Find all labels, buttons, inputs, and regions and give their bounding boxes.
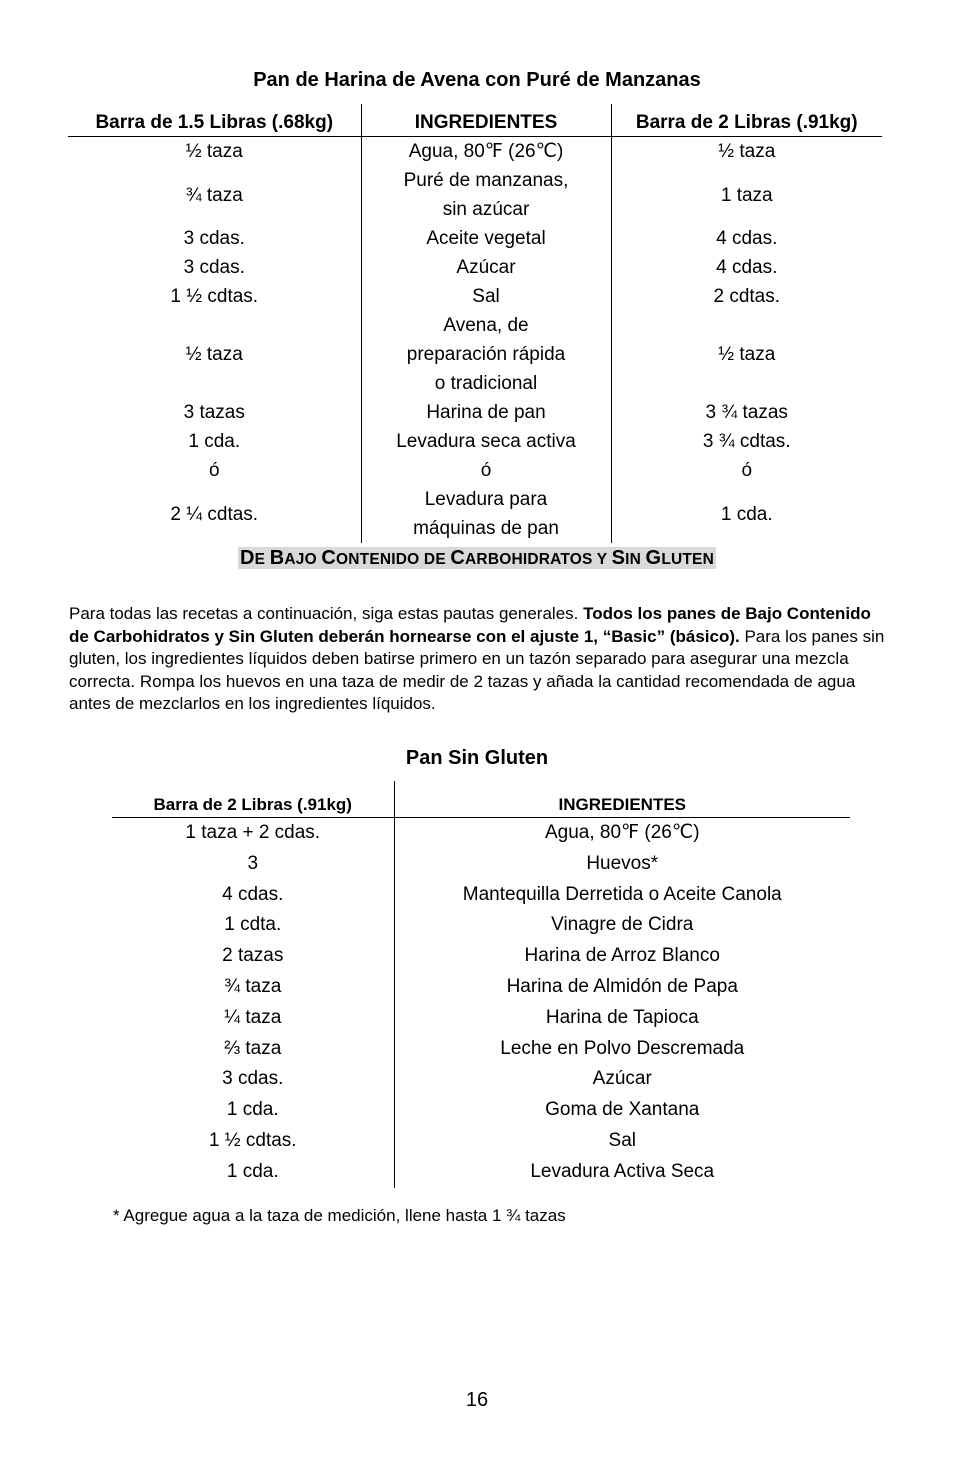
table-row	[68, 137, 882, 167]
intro-paragraph	[69, 603, 889, 716]
amount-1-5-lb: ½ taza	[185, 344, 243, 365]
section-heading-low-carb-gluten-free	[238, 547, 716, 569]
table-row	[112, 849, 850, 880]
table-row	[68, 398, 882, 427]
column-header-2-lb: Barra de 2 Libras (.91kg)	[611, 104, 882, 137]
amount-2-lb: 1 taza	[611, 166, 882, 224]
heading-capital: C	[450, 547, 466, 569]
amount-2-lb: 1 taza + 2 cdas.	[185, 822, 321, 843]
ingredient-name: Agua, 80℉ (26℃)	[361, 137, 611, 167]
ingredient-name: Harina de Tapioca	[394, 1003, 850, 1034]
page-number: 16	[465, 1389, 489, 1411]
ingredient-name: Harina de Arroz Blanco	[394, 941, 850, 972]
amount-1-5-lb: 2 ¼ cdtas.	[170, 503, 259, 525]
ingredient-name: Sal	[394, 1126, 850, 1157]
table-row	[68, 311, 882, 398]
table-row	[112, 818, 850, 849]
heading-capital: B	[269, 547, 285, 569]
table-row	[112, 910, 850, 941]
ingredient-name: Azúcar	[361, 253, 611, 282]
amount-1-5-lb: 3 tazas	[183, 402, 245, 423]
ingredient-name: Harina de Almidón de Papa	[394, 972, 850, 1003]
section-heading-wrapper	[0, 547, 954, 570]
ingredient-name: Levadura seca activa	[361, 427, 611, 456]
amount-1-5-lb: ¾ taza	[185, 184, 243, 206]
ingredient-name: Leche en Polvo Descremada	[394, 1034, 850, 1065]
column-header-ingredients: INGREDIENTES	[361, 104, 611, 137]
table-row	[112, 1064, 850, 1095]
ingredient-name: Sal	[361, 282, 611, 311]
ingredients-table-gluten-free	[112, 781, 850, 1188]
ingredient-name: Harina de pan	[361, 398, 611, 427]
amount-2-lb: ó	[611, 456, 882, 485]
table-row	[68, 485, 882, 543]
ingredient-name: Goma de Xantana	[394, 1095, 850, 1126]
heading-smallcaps: LUTEN	[661, 551, 714, 568]
table-body	[112, 818, 850, 1188]
heading-capital: D	[240, 547, 255, 569]
heading-capital: C	[321, 547, 337, 569]
amount-2-lb: 1 cdta.	[224, 914, 282, 936]
footnote: * Agregue agua a la taza de medición, llene hasta 1 ¾ tazas	[113, 1206, 566, 1225]
amount-2-lb: ¼ taza	[224, 1006, 282, 1028]
amount-2-lb: 1 ½ cdtas.	[208, 1129, 297, 1151]
ingredient-name: Levadura Activa Seca	[394, 1157, 850, 1188]
column-header-ingredients: INGREDIENTES	[394, 781, 850, 818]
table-row	[112, 1126, 850, 1157]
table-row	[112, 880, 850, 911]
amount-1-5-lb: ½ taza	[185, 141, 243, 162]
table-row	[112, 1095, 850, 1126]
ingredient-name: Vinagre de Cidra	[394, 910, 850, 941]
heading-smallcaps: AJO	[284, 551, 322, 568]
table-row	[112, 941, 850, 972]
table-row	[68, 224, 882, 253]
ingredient-name: ó	[361, 456, 611, 485]
heading-capital: G	[645, 547, 662, 569]
amount-1-5-lb: ó	[208, 460, 220, 481]
heading-capital: S	[611, 547, 626, 569]
table-row	[112, 1034, 850, 1065]
ingredient-name: Mantequilla Derretida o Aceite Canola	[394, 880, 850, 911]
intro-text-part-1: Para todas las recetas a continuación, siga estas pautas generales.	[69, 604, 584, 623]
column-header-2-lb: Barra de 2 Libras (.91kg)	[112, 781, 394, 818]
amount-2-lb: 1 cda.	[226, 1099, 279, 1121]
ingredient-name: Huevos*	[394, 849, 850, 880]
amount-2-lb: 2 tazas	[222, 945, 284, 967]
amount-2-lb: 4 cdas.	[222, 883, 284, 905]
table-row	[68, 427, 882, 456]
amount-2-lb: 1 cda.	[226, 1160, 279, 1182]
table-row	[68, 166, 882, 224]
ingredient-name: Agua, 80℉ (26℃)	[394, 818, 850, 849]
column-header-1-5-lb: Barra de 1.5 Libras (.68kg)	[68, 104, 361, 137]
amount-1-5-lb: 1 ½ cdtas.	[170, 286, 259, 307]
table-row	[68, 456, 882, 485]
ingredient-name: Puré de manzanas, sin azúcar	[361, 166, 611, 224]
table-body	[68, 137, 882, 544]
table-row	[112, 1003, 850, 1034]
amount-2-lb: ½ taza	[611, 137, 882, 167]
table-row	[112, 972, 850, 1003]
amount-1-5-lb: 3 cdas.	[183, 228, 245, 249]
amount-2-lb: ½ taza	[611, 311, 882, 398]
amount-2-lb: 3	[247, 852, 259, 874]
heading-smallcaps: IN	[625, 551, 646, 568]
recipe-title-gluten-free: Pan Sin Gluten	[405, 747, 549, 769]
amount-2-lb: ⅔ taza	[224, 1037, 282, 1059]
amount-2-lb: 4 cdas.	[611, 224, 882, 253]
table-row	[68, 282, 882, 311]
ingredient-name: Levadura para máquinas de pan	[361, 485, 611, 543]
table-row	[112, 1157, 850, 1188]
ingredient-name: Avena, de preparación rápida o tradicional	[361, 311, 611, 398]
heading-smallcaps: ARBOHIDRATOS Y	[465, 551, 612, 568]
intro-text-part-2: Para los panes sin gluten, los ingredientes líquidos deben batirse primero en un tazón separado para asegurar una mezcla correcta. Rompa los huevos en una taza de medir de 2 tazas y añada la cantidad recomendada de agua antes de mezclarlos en los ingredientes líquidos.	[69, 626, 885, 713]
amount-2-lb: 3 ¾ cdtas.	[611, 427, 882, 456]
amount-2-lb: 3 ¾ tazas	[611, 398, 882, 427]
intro-text-bold: Todos los panes de Bajo Contenido de Carbohidratos y Sin Gluten deberán hornearse con el ajuste 1, “Basic” (básico).	[69, 604, 871, 646]
amount-1-5-lb: 3 cdas.	[183, 257, 245, 278]
ingredients-table-oatmeal	[68, 104, 882, 543]
table-row	[68, 253, 882, 282]
heading-smallcaps: E	[254, 551, 270, 568]
amount-2-lb: ¾ taza	[224, 975, 282, 997]
ingredient-name: Azúcar	[394, 1064, 850, 1095]
amount-1-5-lb: 1 cda.	[188, 431, 241, 452]
amount-2-lb: 1 cda.	[611, 485, 882, 543]
ingredient-name: Aceite vegetal	[361, 224, 611, 253]
amount-2-lb: 2 cdtas.	[611, 282, 882, 311]
heading-smallcaps: ONTENIDO DE	[336, 551, 451, 568]
amount-2-lb: 3 cdas.	[222, 1068, 284, 1090]
recipe-title-oatmeal-applesauce: Pan de Harina de Avena con Puré de Manzanas	[253, 69, 701, 91]
amount-2-lb: 4 cdas.	[611, 253, 882, 282]
